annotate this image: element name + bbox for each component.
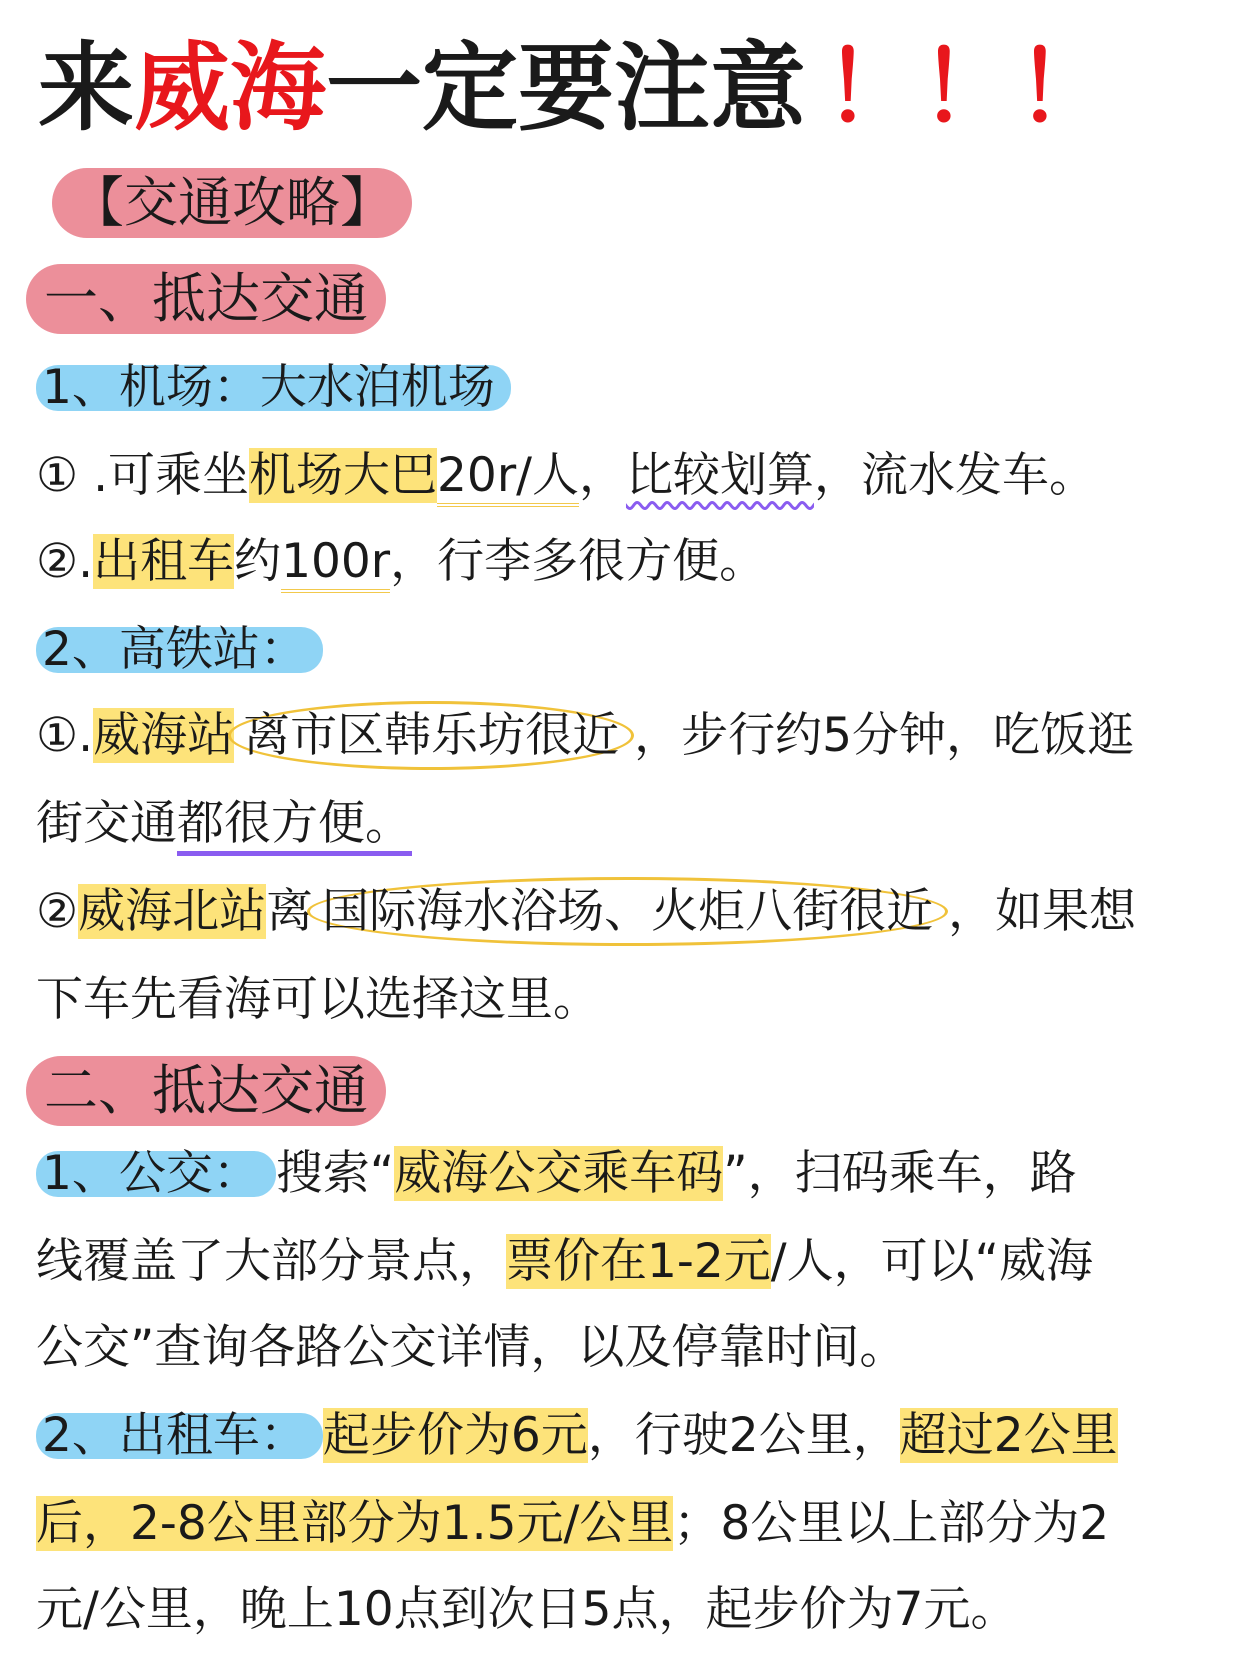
rail-item-1-cont — [36, 794, 412, 854]
price-20r: 20r/人 — [437, 448, 579, 507]
taxi-line-1 — [36, 1406, 1118, 1466]
highlight-bus-code: 威海公交乘车码 — [394, 1146, 724, 1201]
title-part-3: 一定要注意 — [326, 32, 806, 144]
highlight-airport-bus: 机场大巴 — [249, 448, 438, 503]
airport-label: 1、机场：大水泊机场 — [36, 365, 511, 411]
text: 约 — [234, 534, 282, 589]
text: ，流水发车。 — [813, 448, 1096, 503]
text: 街交通 — [36, 796, 177, 851]
rail-item-1 — [36, 706, 1134, 766]
bus-line-1 — [36, 1144, 1077, 1204]
text: ①. — [36, 708, 94, 763]
rail-item-2 — [36, 882, 1136, 942]
text: 离 — [266, 884, 314, 939]
text: ，如果想 — [948, 884, 1137, 939]
page-title — [38, 28, 1112, 148]
text: /人，可以“威海 — [770, 1234, 1093, 1289]
circled-near-hanlefang: 离市区韩乐坊很近 — [228, 701, 634, 770]
taxi-label: 2、出租车： — [36, 1413, 323, 1459]
circled-beach-near: 国际海水浴场、火炬八街很近 — [307, 877, 948, 946]
text: ②. — [36, 534, 94, 589]
rail-heading — [36, 620, 323, 680]
highlight-weihai-station: 威海站 — [93, 708, 235, 763]
highlight-base-fare: 起步价为6元 — [322, 1408, 588, 1463]
taxi-line-3 — [36, 1580, 1017, 1640]
airport-heading — [36, 358, 511, 418]
text: ② — [36, 884, 79, 939]
bus-line-2 — [36, 1232, 1093, 1292]
text: 搜索“ — [275, 1146, 395, 1201]
airport-item-1 — [36, 446, 1096, 506]
text: ，步行约5分钟，吃饭逛 — [634, 708, 1134, 763]
text: 线覆盖了大部分景点， — [36, 1234, 506, 1289]
text: ，行李多很方便。 — [390, 534, 767, 589]
text: ”，扫码乘车，路 — [723, 1146, 1077, 1201]
highlight-taxi: 出租车 — [93, 534, 235, 589]
rail-item-2-cont — [36, 970, 600, 1030]
text: ，行驶2公里， — [587, 1408, 900, 1463]
title-exclamations: ！！！ — [824, 32, 1112, 144]
price-100r: 100r — [281, 534, 390, 593]
heading-arrival-1: 一、抵达交通 — [26, 264, 386, 334]
wavy-cost-effective: 比较划算 — [625, 448, 814, 503]
title-city: 威海 — [134, 32, 326, 144]
text: ① .可乘坐 — [36, 448, 250, 503]
bus-line-3 — [36, 1318, 906, 1378]
text: 公交”查询各路公交详情，以及停靠时间。 — [36, 1320, 907, 1375]
underline-convenient: 都很方便。 — [177, 796, 412, 856]
highlight-2-8km: 后，2-8公里部分为1.5元/公里 — [36, 1496, 674, 1551]
text: 元/公里，晚上10点到次日5点，起步价为7元。 — [36, 1582, 1018, 1637]
bus-label: 1、公交： — [36, 1151, 276, 1197]
heading-arrival-2: 二、抵达交通 — [26, 1056, 386, 1126]
rail-label: 2、高铁站： — [36, 627, 323, 673]
text: ， — [578, 448, 626, 503]
highlight-weihai-north: 威海北站 — [78, 884, 267, 939]
text: ；8公里以上部分为2 — [673, 1496, 1110, 1551]
taxi-line-2 — [36, 1494, 1109, 1554]
title-part-1: 来 — [38, 32, 134, 144]
text: 下车先看海可以选择这里。 — [36, 972, 600, 1027]
highlight-over-2km: 超过2公里 — [899, 1408, 1118, 1463]
highlight-fare: 票价在1-2元 — [506, 1234, 771, 1289]
airport-item-2 — [36, 532, 766, 592]
section-tag: 【交通攻略】 — [52, 168, 412, 238]
